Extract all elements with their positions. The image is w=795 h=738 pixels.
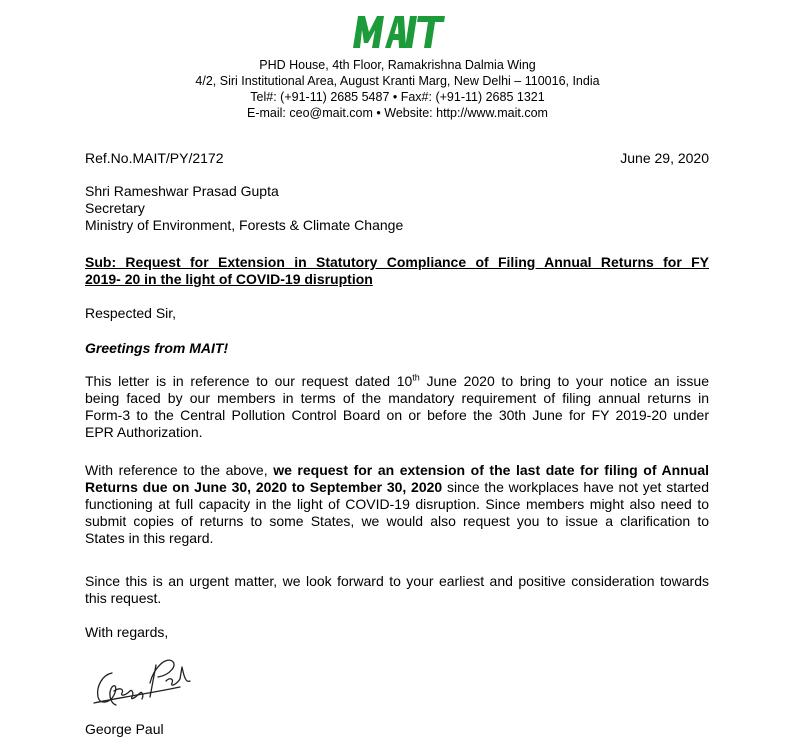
para2-line-1: With reference to the above, we request for an extension of the last date for filing of Annual [85, 462, 710, 478]
contact-line: Tel#: (+91-11) 2685 5487 • Fax#: (+91-11) 2685 1321 [250, 90, 545, 104]
address-line-1: PHD House, 4th Floor, Ramakrishna Dalmia Wing [259, 58, 536, 72]
para2-line-4: submit copies of returns to some States, we would also request you to issue a clarification to [85, 513, 709, 529]
para2-line-2: Returns due on June 30, 2020 to September 30, 2020 since the workplaces have not yet started [85, 479, 709, 495]
paragraph-2 [85, 462, 709, 547]
recipient-org: Ministry of Environment, Forests & Climate Change [85, 217, 404, 233]
para1-line-4: EPR Authorization. [85, 424, 203, 440]
para3-line-2: this request. [85, 590, 162, 606]
para1-line-2: being faced by our members in terms of the mandatory requirement of filing annual returns in [85, 390, 709, 406]
signer-name: George Paul [85, 721, 164, 737]
subject-line-2: 2019- 20 in the light of COVID-19 disruption [85, 271, 373, 287]
subject [85, 254, 709, 288]
mait-logo [349, 10, 447, 50]
para1-line-3: Form-3 to the Central Pollution Control Board on or before the 30th June for FY 2019-20 under [85, 407, 709, 423]
web-line: E-mail: ceo@mait.com • Website: http://www.mait.com [247, 106, 548, 120]
recipient-name: Shri Rameshwar Prasad Gupta [85, 183, 279, 199]
salutation: Respected Sir, [85, 305, 177, 321]
address-line-2: 4/2, Siri Institutional Area, August Kranti Marg, New Delhi – 110016, India [195, 74, 600, 88]
paragraph-1 [85, 373, 709, 441]
paragraph-3 [85, 573, 709, 607]
letter-date: June 29, 2020 [620, 150, 709, 166]
handwritten-signature [92, 653, 192, 713]
greeting: Greetings from MAIT! [85, 340, 229, 356]
para3-line-1: Since this is an urgent matter, we look forward to your earliest and positive consideration towards [85, 573, 709, 589]
para2-line-5: States in this regard. [85, 530, 214, 546]
para1-line-1: This letter is in reference to our request dated 10th June 2020 to bring to your notice an issue [85, 372, 709, 389]
para2-line-3: functioning at full capacity in the light of COVID-19 disruption. Since members might also need to [85, 496, 709, 512]
closing: With regards, [85, 624, 169, 640]
recipient-title: Secretary [85, 200, 145, 216]
reference-number: Ref.No.MAIT/PY/2172 [85, 150, 224, 166]
subject-line-1: Sub: Request for Extension in Statutory Compliance of Filing Annual Returns for FY [85, 254, 709, 270]
